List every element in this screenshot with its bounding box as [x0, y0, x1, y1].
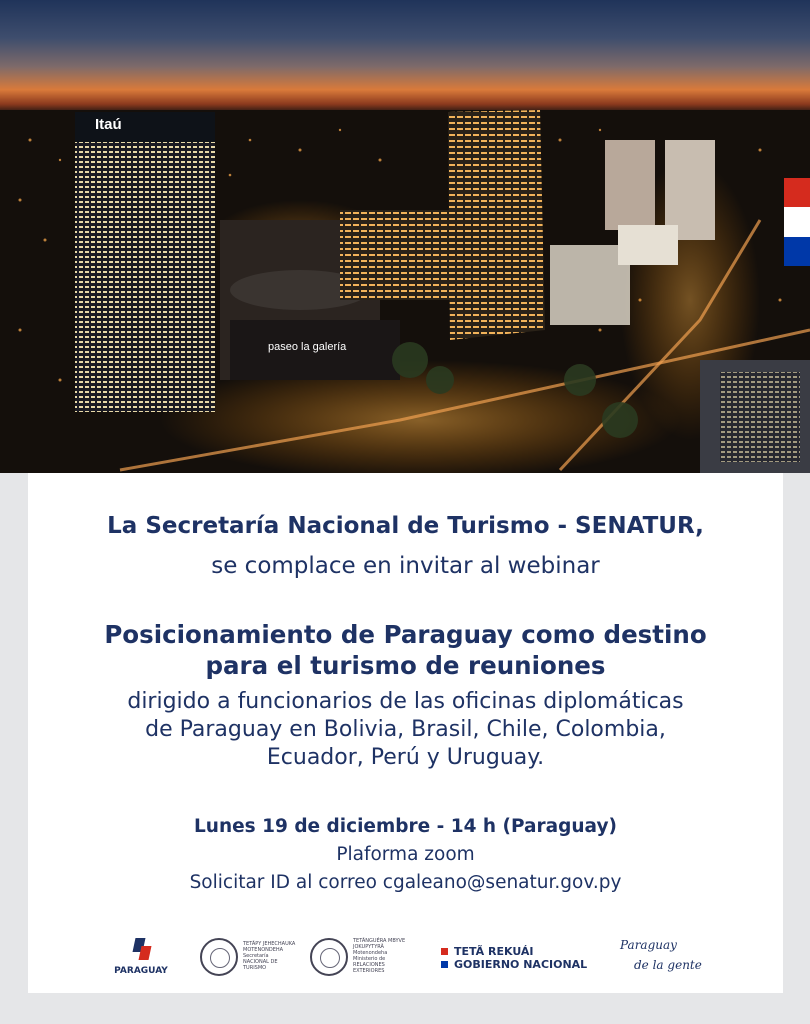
senatur-seal-icon — [200, 938, 238, 976]
host-line: La Secretaría Nacional de Turismo - SENATUR, — [107, 513, 704, 539]
webinar-title — [28, 619, 783, 681]
caption-line: RELACIONES — [353, 962, 385, 968]
itau-sign: Itaú — [95, 116, 122, 133]
hero-city-photo — [0, 0, 810, 473]
caption-line: Ministerio de — [353, 956, 386, 962]
paraguay-de-la-gente-logo — [620, 935, 702, 975]
caption-line: EXTERIORES — [353, 968, 385, 974]
caption-line: JOKUPYTYRÃ — [353, 944, 384, 950]
gente-line: de la gente — [634, 958, 702, 972]
event-platform: Plaforma zoom — [336, 844, 475, 865]
event-date: Lunes 19 de diciembre - 14 h (Paraguay) — [194, 816, 617, 837]
mre-seal-icon — [310, 938, 348, 976]
flag-stripe-blue — [784, 237, 810, 266]
gobierno-line: GOBIERNO NACIONAL — [454, 958, 588, 971]
mre-caption — [353, 938, 413, 974]
contact-email: Solicitar ID al correo cgaleano@senatur.gov.py — [189, 872, 622, 893]
gobierno-line: TETÃ REKUÁI — [454, 945, 534, 958]
flag-stripe-red — [784, 178, 810, 207]
description-line: Ecuador, Perú y Uruguay. — [266, 745, 545, 770]
caption-line: MOTENONDEHA — [243, 947, 284, 953]
webinar-title-line: para el turismo de reuniones — [205, 651, 606, 680]
paraguay-brand-logo — [111, 938, 171, 976]
caption-line: TURISMO — [243, 965, 267, 971]
gente-line: Paraguay — [620, 938, 677, 952]
red-square-icon — [441, 948, 448, 955]
paraguay-brand-icon — [131, 938, 151, 964]
senatur-caption — [243, 941, 303, 971]
caption-line: Secretaría — [243, 953, 269, 959]
description-line: de Paraguay en Bolivia, Brasil, Chile, Colombia, — [145, 717, 666, 742]
caption-line: Motenondeha — [353, 950, 388, 956]
city-skyline-illustration — [0, 0, 810, 473]
flag-stripe-white — [784, 207, 810, 236]
invite-line: se complace en invitar al webinar — [211, 553, 600, 579]
mall-sign: paseo la galería — [268, 341, 347, 353]
caption-line: NACIONAL DE — [243, 959, 278, 965]
audience-description — [28, 688, 783, 772]
caption-line: TETÃNGUÉRA MBYVE — [353, 938, 406, 944]
description-line: dirigido a funcionarios de las oficinas diplomáticas — [127, 689, 684, 714]
webinar-title-line: Posicionamiento de Paraguay como destino — [104, 620, 707, 649]
paraguay-brand-label: PARAGUAY — [114, 966, 168, 976]
blue-square-icon — [441, 961, 448, 968]
invitation-card — [28, 473, 783, 993]
paraguay-flag — [784, 178, 810, 266]
gobierno-nacional-logo — [441, 945, 587, 971]
caption-line: TETÃPY JEHECHAUKA — [243, 941, 296, 947]
